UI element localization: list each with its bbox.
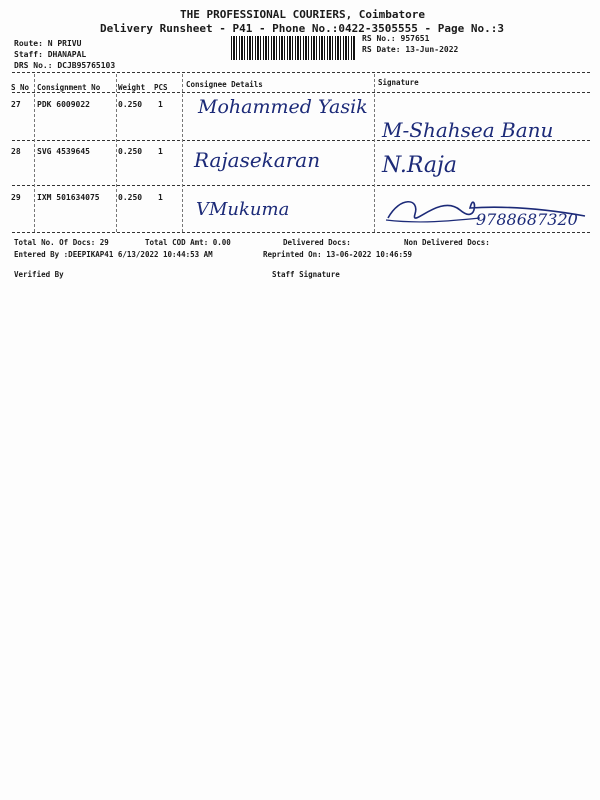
row-consignment: IXM 501634075: [37, 193, 100, 202]
col-header-weight: Weight: [118, 83, 146, 92]
route-label: Route: N PRIVU: [14, 39, 82, 48]
row-pcs: 1: [158, 193, 163, 202]
row-sno: 29: [11, 193, 21, 202]
delivered-docs: Delivered Docs:: [283, 238, 351, 247]
consignee-handwriting: Rajasekaran: [194, 148, 321, 172]
column-rule: [116, 74, 117, 232]
entered-by: Entered By :DEEPIKAP41 6/13/2022 10:44:53 AM: [14, 250, 213, 259]
total-docs: Total No. Of Docs: 29: [14, 238, 109, 247]
signature-handwriting: M-Shahsea Banu: [382, 118, 554, 142]
rs-number: RS No.: 957651: [362, 34, 430, 43]
divider: [12, 92, 590, 93]
consignee-handwriting: VMukuma: [196, 199, 290, 220]
row-weight: 0.250: [118, 100, 143, 109]
divider: [12, 72, 590, 73]
drs-number: DRS No.: DCJB95765103: [14, 61, 116, 70]
col-header-consignee: Consignee Details: [186, 80, 263, 89]
rs-date: RS Date: 13-Jun-2022: [362, 45, 459, 54]
total-cod: Total COD Amt: 0.00: [145, 238, 231, 247]
column-rule: [182, 74, 183, 232]
col-header-consignment: Consignment No: [37, 83, 101, 92]
row-consignment: PDK 6009022: [37, 100, 90, 109]
signature-handwriting: N.Raja: [382, 153, 457, 178]
row-pcs: 1: [158, 100, 163, 109]
col-header-sno: S No: [11, 83, 30, 92]
column-rule: [34, 74, 35, 232]
divider: [12, 185, 590, 186]
company-title: THE PROFESSIONAL COURIERS, Coimbatore: [180, 8, 426, 21]
row-weight: 0.250: [118, 193, 143, 202]
reprinted-on: Reprinted On: 13-06-2022 10:46:59: [263, 250, 413, 259]
row-sno: 27: [11, 100, 21, 109]
row-sno: 28: [11, 147, 21, 156]
row-consignment: SVG 4539645: [37, 147, 90, 156]
staff-signature: Staff Signature: [272, 270, 340, 279]
row-weight: 0.250: [118, 147, 143, 156]
signature-phone: 9788687320: [476, 210, 578, 229]
runsheet-subtitle: Delivery Runsheet - P41 - Phone No.:0422-3505555 - Page No.:3: [100, 22, 504, 35]
barcode: [231, 36, 356, 60]
verified-by: Verified By: [14, 270, 64, 279]
row-pcs: 1: [158, 147, 163, 156]
col-header-pcs: PCS: [154, 83, 168, 92]
staff-label: Staff: DHANAPAL: [14, 50, 87, 59]
consignee-handwriting: Mohammed Yasik: [198, 96, 368, 118]
non-delivered-docs: Non Delivered Docs:: [404, 238, 490, 247]
column-rule: [374, 74, 375, 232]
col-header-signature: Signature: [378, 78, 419, 87]
